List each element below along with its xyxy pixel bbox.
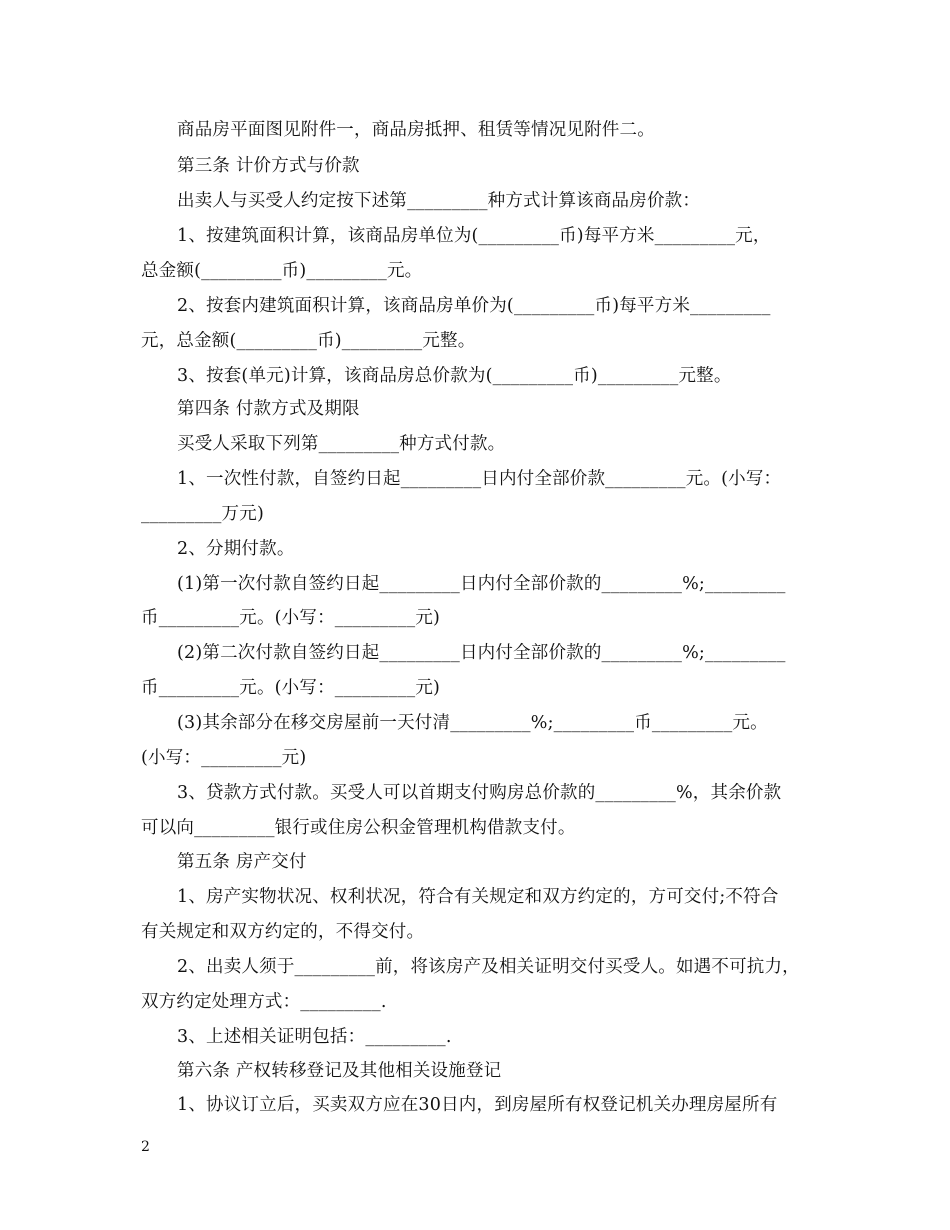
text-line: 出卖人与买受人约定按下述第_________种方式计算该商品房价款： (177, 191, 701, 211)
text-line: 3、上述相关证明包括：_________. (177, 1027, 452, 1047)
text-line: 2、分期付款。 (177, 539, 295, 559)
text-line: 2、出卖人须于_________前，将该房产及相关证明交付买受人。如遇不可抗力， (177, 957, 800, 977)
text-line: 总金额(_________币)_________元。 (141, 261, 423, 281)
text-line: 买受人采取下列第_________种方式付款。 (177, 434, 506, 454)
text-line: 有关规定和双方约定的，不得交付。 (141, 922, 425, 942)
text-line: (2)第二次付款自签约日起_________日内付全部价款的_________%;_________ (177, 643, 786, 663)
text-line: 币_________元。(小写：_________元) (141, 608, 441, 628)
text-line: _________万元) (141, 504, 264, 524)
section-heading: 第六条 产权转移登记及其他相关设施登记 (177, 1061, 502, 1081)
section-heading: 第四条 付款方式及期限 (177, 399, 360, 419)
text-line: 可以向_________银行或住房公积金管理机构借款支付。 (141, 818, 576, 838)
text-line: 1、协议订立后，买卖双方应在30日内，到房屋所有权登记机关办理房屋所有 (177, 1095, 778, 1115)
text-line: 2、按套内建筑面积计算，该商品房单价为(_________币)每平方米_________ (177, 296, 771, 316)
section-heading: 第五条 房产交付 (177, 852, 307, 872)
text-line: (3)其余部分在移交房屋前一天付清_________%;_________币_________元。 (177, 713, 768, 733)
text-line: 3、按套(单元)计算，该商品房总价款为(_________币)_________元整。 (177, 366, 732, 386)
text-line: 元，总金额(_________币)_________元整。 (141, 331, 476, 351)
text-line: (1)第一次付款自签约日起_________日内付全部价款的_________%;_________ (177, 574, 786, 594)
text-line: 币_________元。(小写：_________元) (141, 678, 441, 698)
text-line: 商品房平面图见附件一，商品房抵押、租赁等情况见附件二。 (177, 120, 655, 140)
text-line: 1、按建筑面积计算，该商品房单位为(_________币)每平方米_________元， (177, 226, 771, 246)
text-line: 1、房产实物状况、权利状况，符合有关规定和双方约定的，方可交付;不符合 (177, 887, 779, 907)
page-number: 2 (141, 1139, 150, 1155)
section-heading: 第三条 计价方式与价款 (177, 156, 360, 176)
text-line: 1、一次性付款，自签约日起_________日内付全部价款_________元。(小写： (177, 469, 782, 489)
text-line: 3、贷款方式付款。买受人可以首期支付购房总价款的_________%，其余价款 (177, 783, 782, 803)
text-line: 双方约定处理方式：_________. (141, 992, 387, 1012)
text-line: (小写：_________元) (141, 748, 307, 768)
